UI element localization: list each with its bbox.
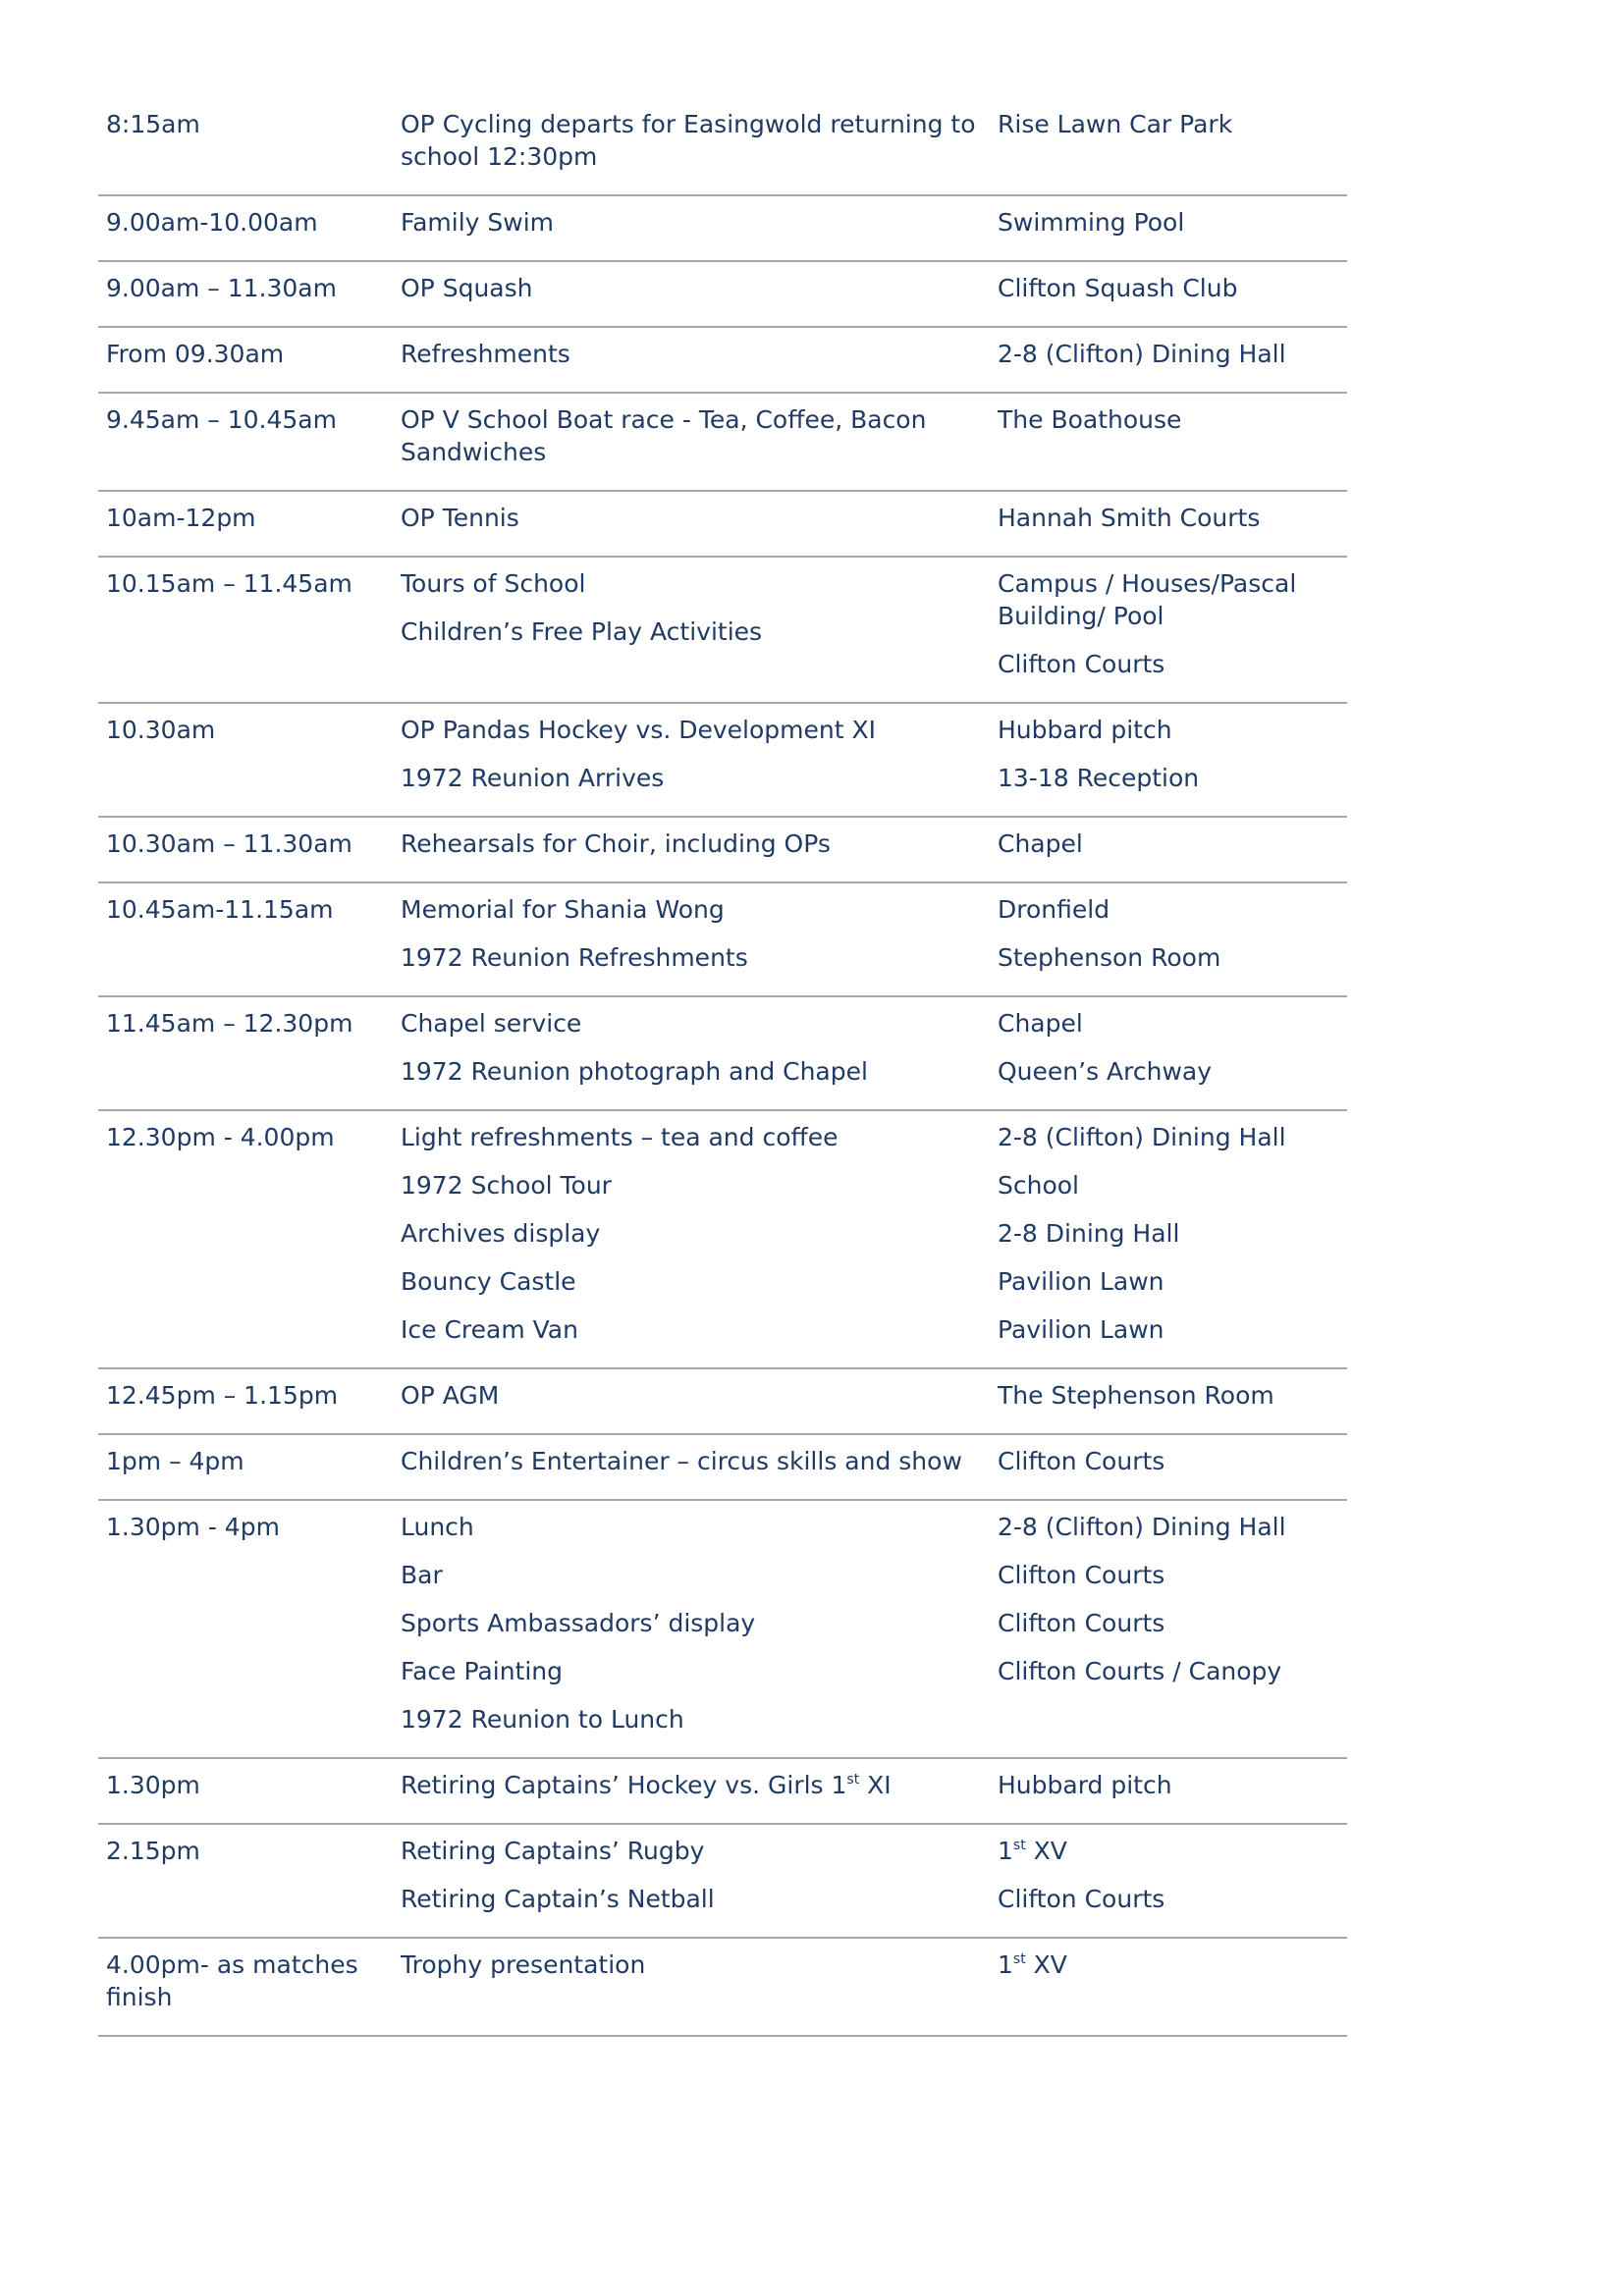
event-item: 1972 Reunion photograph and Chapel xyxy=(401,1057,868,1086)
location-cell xyxy=(998,502,1347,534)
location-cell xyxy=(998,1121,1347,1346)
event-item: OP V School Boat race - Tea, Coffee, Bacon Sandwiches xyxy=(401,405,927,466)
schedule-row xyxy=(98,997,1347,1111)
location-cell xyxy=(998,567,1347,680)
event-item: OP Pandas Hockey vs. Development XI xyxy=(401,716,876,744)
location-item: School xyxy=(998,1171,1079,1200)
location-item: Rise Lawn Car Park xyxy=(998,110,1233,138)
event-item: Tours of School xyxy=(401,569,586,598)
event-cell xyxy=(401,567,998,680)
time-cell: 10am-12pm xyxy=(106,504,256,532)
location-item: Chapel xyxy=(998,1009,1083,1038)
location-cell xyxy=(998,828,1347,860)
location-cell xyxy=(998,403,1347,468)
location-item: Pavilion Lawn xyxy=(998,1315,1164,1344)
location-item: Clifton Squash Club xyxy=(998,274,1238,302)
location-item: Chapel xyxy=(998,829,1083,858)
event-cell xyxy=(401,893,998,974)
event-item: 1972 Reunion Refreshments xyxy=(401,943,748,972)
time-cell: 1pm – 4pm xyxy=(106,1447,244,1475)
event-item: Sports Ambassadors’ display xyxy=(401,1609,756,1637)
time-cell: 9.45am – 10.45am xyxy=(106,405,337,434)
time-cell: 12.30pm - 4.00pm xyxy=(106,1123,335,1151)
schedule-row xyxy=(98,1369,1347,1435)
event-cell xyxy=(401,1511,998,1735)
event-item: Lunch xyxy=(401,1513,474,1541)
location-item: 2-8 (Clifton) Dining Hall xyxy=(998,1123,1286,1151)
location-cell xyxy=(998,206,1347,239)
time-cell: 9.00am-10.00am xyxy=(106,208,318,237)
location-item: 2-8 (Clifton) Dining Hall xyxy=(998,1513,1286,1541)
event-item: Trophy presentation xyxy=(401,1950,646,1979)
event-cell xyxy=(401,1769,998,1801)
event-item: Children’s Entertainer – circus skills and show xyxy=(401,1447,962,1475)
location-cell xyxy=(998,108,1347,173)
schedule-row xyxy=(98,98,1347,196)
time-cell: 9.00am – 11.30am xyxy=(106,274,337,302)
schedule-table xyxy=(98,98,1347,2037)
event-item: Refreshments xyxy=(401,340,570,368)
location-item: Pavilion Lawn xyxy=(998,1267,1164,1296)
location-item: Dronfield xyxy=(998,895,1110,924)
event-cell xyxy=(401,1949,998,2013)
location-cell xyxy=(998,272,1347,304)
location-item: Hubbard pitch xyxy=(998,716,1172,744)
location-item: Hannah Smith Courts xyxy=(998,504,1261,532)
schedule-row xyxy=(98,328,1347,394)
location-item: 2-8 Dining Hall xyxy=(998,1219,1180,1248)
time-cell: 12.45pm – 1.15pm xyxy=(106,1381,339,1410)
location-item: 13-18 Reception xyxy=(998,764,1200,792)
location-cell xyxy=(998,1379,1347,1412)
location-item: Swimming Pool xyxy=(998,208,1185,237)
schedule-row xyxy=(98,1759,1347,1825)
schedule-row xyxy=(98,704,1347,818)
event-cell xyxy=(401,1379,998,1412)
event-cell xyxy=(401,403,998,468)
time-cell: 11.45am – 12.30pm xyxy=(106,1009,353,1038)
event-item: OP Squash xyxy=(401,274,533,302)
schedule-row xyxy=(98,492,1347,558)
event-item: 1972 School Tour xyxy=(401,1171,612,1200)
schedule-row xyxy=(98,262,1347,328)
schedule-row xyxy=(98,1435,1347,1501)
schedule-row xyxy=(98,196,1347,262)
location-cell xyxy=(998,1949,1347,2013)
schedule-row xyxy=(98,1501,1347,1759)
event-item: OP Cycling departs for Easingwold returning to school 12:30pm xyxy=(401,110,976,171)
event-item: 1972 Reunion to Lunch xyxy=(401,1705,684,1734)
event-item: Rehearsals for Choir, including OPs xyxy=(401,829,831,858)
schedule-row xyxy=(98,558,1347,704)
location-item: Stephenson Room xyxy=(998,943,1221,972)
event-cell xyxy=(401,828,998,860)
event-cell xyxy=(401,1445,998,1477)
event-cell xyxy=(401,714,998,794)
location-item: Clifton Courts xyxy=(998,650,1165,678)
event-cell xyxy=(401,1835,998,1915)
time-cell: 1.30pm xyxy=(106,1771,200,1799)
location-item: Hubbard pitch xyxy=(998,1771,1172,1799)
time-cell: 10.45am-11.15am xyxy=(106,895,334,924)
schedule-row xyxy=(98,1825,1347,1939)
event-cell xyxy=(401,1121,998,1346)
event-item: Ice Cream Van xyxy=(401,1315,578,1344)
location-cell xyxy=(998,1769,1347,1801)
location-item: Clifton Courts xyxy=(998,1447,1165,1475)
event-cell xyxy=(401,108,998,173)
time-cell: 2.15pm xyxy=(106,1837,200,1865)
event-item: Retiring Captain’s Netball xyxy=(401,1885,715,1913)
time-cell: 8:15am xyxy=(106,110,200,138)
location-item: 1st XV xyxy=(998,1837,1067,1865)
time-cell: 10.30am xyxy=(106,716,216,744)
location-cell xyxy=(998,1445,1347,1477)
location-item: Clifton Courts xyxy=(998,1609,1165,1637)
location-item: Clifton Courts xyxy=(998,1885,1165,1913)
event-cell xyxy=(401,206,998,239)
event-item: Bar xyxy=(401,1561,443,1589)
location-item: The Boathouse xyxy=(998,405,1182,434)
event-item: Children’s Free Play Activities xyxy=(401,617,763,646)
time-cell: 10.30am – 11.30am xyxy=(106,829,352,858)
event-cell xyxy=(401,1007,998,1088)
location-item: 1st XV xyxy=(998,1950,1067,1979)
location-cell xyxy=(998,714,1347,794)
event-item: OP AGM xyxy=(401,1381,500,1410)
schedule-row xyxy=(98,394,1347,492)
location-item: Queen’s Archway xyxy=(998,1057,1213,1086)
time-cell: 4.00pm- as matches finish xyxy=(106,1950,358,2011)
location-item: 2-8 (Clifton) Dining Hall xyxy=(998,340,1286,368)
event-item: Memorial for Shania Wong xyxy=(401,895,725,924)
event-item: OP Tennis xyxy=(401,504,519,532)
event-item: Face Painting xyxy=(401,1657,564,1685)
schedule-row xyxy=(98,883,1347,997)
event-item: 1972 Reunion Arrives xyxy=(401,764,665,792)
event-item: Light refreshments – tea and coffee xyxy=(401,1123,839,1151)
location-item: The Stephenson Room xyxy=(998,1381,1274,1410)
event-item: Retiring Captains’ Hockey vs. Girls 1st XI xyxy=(401,1771,892,1799)
location-cell xyxy=(998,1007,1347,1088)
time-cell: 1.30pm - 4pm xyxy=(106,1513,280,1541)
location-item: Clifton Courts / Canopy xyxy=(998,1657,1282,1685)
time-cell: 10.15am – 11.45am xyxy=(106,569,352,598)
event-cell xyxy=(401,502,998,534)
event-cell xyxy=(401,338,998,370)
schedule-row xyxy=(98,818,1347,883)
location-cell xyxy=(998,338,1347,370)
location-cell xyxy=(998,1511,1347,1735)
location-item: Clifton Courts xyxy=(998,1561,1165,1589)
location-item: Campus / Houses/Pascal Building/ Pool xyxy=(998,569,1297,630)
event-item: Retiring Captains’ Rugby xyxy=(401,1837,705,1865)
time-cell: From 09.30am xyxy=(106,340,285,368)
event-item: Archives display xyxy=(401,1219,601,1248)
event-item: Family Swim xyxy=(401,208,555,237)
event-item: Chapel service xyxy=(401,1009,582,1038)
event-item: Bouncy Castle xyxy=(401,1267,576,1296)
schedule-row xyxy=(98,1111,1347,1369)
event-cell xyxy=(401,272,998,304)
schedule-row xyxy=(98,1939,1347,2037)
location-cell xyxy=(998,893,1347,974)
location-cell xyxy=(998,1835,1347,1915)
